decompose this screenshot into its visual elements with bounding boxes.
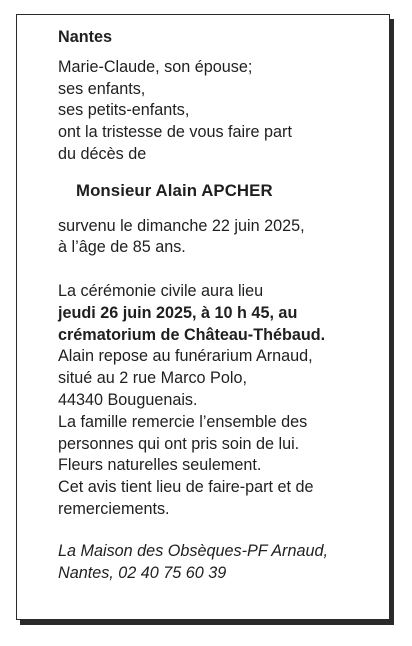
details-line: remerciements. xyxy=(58,499,170,518)
death-details xyxy=(58,216,378,260)
signature-line: La Maison des Obsèques-PF Arnaud, xyxy=(58,541,328,560)
paragraph-gap xyxy=(58,259,378,281)
ceremony-intro: La cérémonie civile aura lieu xyxy=(58,281,264,300)
details-line: Fleurs naturelles seulement. xyxy=(58,456,262,475)
city-heading: Nantes xyxy=(58,28,112,46)
deceased-name: Monsieur Alain APCHER xyxy=(76,180,273,200)
notice-content xyxy=(58,27,378,584)
family-line: Marie-Claude, son épouse; xyxy=(58,57,253,76)
family-line: du décès de xyxy=(58,144,147,163)
death-line: survenu le dimanche 22 juin 2025, xyxy=(58,216,305,235)
details-line: Alain repose au funérarium Arnaud, xyxy=(58,347,313,366)
family-line: ses petits-enfants, xyxy=(58,101,190,120)
family-announcement xyxy=(58,57,378,166)
funeral-home-signature xyxy=(58,541,378,585)
family-line: ses enfants, xyxy=(58,79,146,98)
family-line: ont la tristesse de vous faire part xyxy=(58,123,292,142)
details-line: Cet avis tient lieu de faire-part et de xyxy=(58,478,314,497)
ceremony-place-line: crématorium de Château-Thébaud. xyxy=(58,325,326,344)
details-line: personnes qui ont pris soin de lui. xyxy=(58,434,300,453)
ceremony-date-line: jeudi 26 juin 2025, à 10 h 45, au xyxy=(58,303,298,322)
ceremony-details xyxy=(58,281,378,521)
obituary-notice xyxy=(16,14,390,620)
details-line: La famille remercie l’ensemble des xyxy=(58,412,308,431)
details-line: 44340 Bouguenais. xyxy=(58,390,198,409)
signature-line: Nantes, 02 40 75 60 39 xyxy=(58,563,227,582)
details-line: situé au 2 rue Marco Polo, xyxy=(58,369,247,388)
death-line: à l’âge de 85 ans. xyxy=(58,238,186,257)
